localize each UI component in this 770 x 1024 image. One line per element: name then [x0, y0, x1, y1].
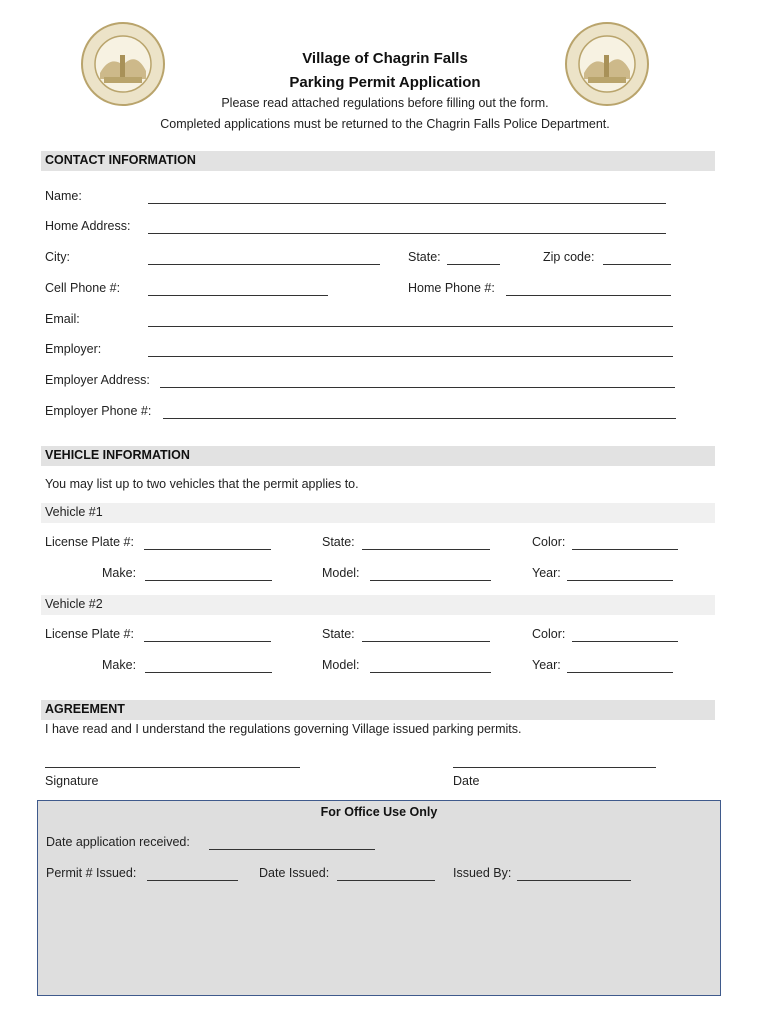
v2-state-field[interactable] [362, 641, 490, 642]
office-heading: For Office Use Only [320, 805, 438, 819]
v2-color-label: Color: [532, 627, 566, 641]
office-use-box [37, 800, 721, 996]
date-received-label: Date application received: [46, 835, 190, 849]
employer-address-label: Employer Address: [45, 373, 150, 387]
v1-state-field[interactable] [362, 549, 490, 550]
agreement-heading: AGREEMENT [45, 702, 125, 716]
v2-make-label: Make: [102, 658, 137, 672]
employer-address-field[interactable] [160, 387, 675, 388]
email-label: Email: [45, 312, 80, 326]
v1-model-field[interactable] [370, 580, 491, 581]
signature-label: Signature [45, 774, 99, 788]
v1-color-field[interactable] [572, 549, 678, 550]
home-phone-label: Home Phone #: [408, 281, 495, 295]
employer-phone-field[interactable] [163, 418, 676, 419]
date-field[interactable] [453, 767, 656, 768]
v1-make-field[interactable] [145, 580, 272, 581]
v2-make-field[interactable] [145, 672, 272, 673]
agreement-section-band [41, 700, 715, 720]
home-address-field[interactable] [148, 233, 666, 234]
v1-year-field[interactable] [567, 580, 673, 581]
city-field[interactable] [148, 264, 380, 265]
v2-color-field[interactable] [572, 641, 678, 642]
v2-model-label: Model: [322, 658, 360, 672]
vehicle2-label: Vehicle #2 [45, 597, 103, 611]
vehicle2-band [41, 595, 715, 615]
agreement-text: I have read and I understand the regulations governing Village issued parking permits. [45, 722, 522, 736]
issued-by-field[interactable] [517, 880, 631, 881]
date-issued-label: Date Issued: [259, 866, 330, 880]
name-label: Name: [45, 189, 82, 203]
permit-issued-field[interactable] [147, 880, 238, 881]
return-note: Completed applications must be returned to the Chagrin Falls Police Department. [160, 117, 610, 131]
zip-label: Zip code: [543, 250, 595, 264]
date-label: Date [453, 774, 480, 788]
employer-field[interactable] [148, 356, 673, 357]
v2-license-plate-label: License Plate #: [45, 627, 134, 641]
contact-heading: CONTACT INFORMATION [45, 153, 196, 167]
home-address-label: Home Address: [45, 219, 131, 233]
zip-field[interactable] [603, 264, 671, 265]
v2-state-label: State: [322, 627, 355, 641]
state-label: State: [408, 250, 441, 264]
v1-make-label: Make: [102, 566, 137, 580]
cell-phone-field[interactable] [148, 295, 328, 296]
v2-year-field[interactable] [567, 672, 673, 673]
employer-label: Employer: [45, 342, 102, 356]
v1-color-label: Color: [532, 535, 566, 549]
v1-model-label: Model: [322, 566, 360, 580]
v1-year-label: Year: [532, 566, 561, 580]
cell-phone-label: Cell Phone #: [45, 281, 121, 295]
vehicle1-label: Vehicle #1 [45, 505, 103, 519]
v1-license-plate-label: License Plate #: [45, 535, 134, 549]
email-field[interactable] [148, 326, 673, 327]
form-title: Village of Chagrin Falls [302, 50, 468, 67]
v2-license-plate-field[interactable] [144, 641, 271, 642]
home-phone-field[interactable] [506, 295, 671, 296]
vehicle-heading: VEHICLE INFORMATION [45, 448, 190, 462]
vehicle1-band [41, 503, 715, 523]
issued-by-label: Issued By: [453, 866, 512, 880]
signature-field[interactable] [45, 767, 300, 768]
vehicle-intro: You may list up to two vehicles that the permit applies to. [45, 477, 359, 491]
v2-year-label: Year: [532, 658, 561, 672]
employer-phone-label: Employer Phone #: [45, 404, 152, 418]
instruction-note: Please read attached regulations before filling out the form. [221, 96, 549, 110]
v1-license-plate-field[interactable] [144, 549, 271, 550]
v2-model-field[interactable] [370, 672, 491, 673]
state-field[interactable] [447, 264, 500, 265]
name-field[interactable] [148, 203, 666, 204]
form-subtitle: Parking Permit Application [289, 74, 481, 91]
date-issued-field[interactable] [337, 880, 435, 881]
v1-state-label: State: [322, 535, 355, 549]
city-label: City: [45, 250, 70, 264]
date-received-field[interactable] [209, 849, 375, 850]
permit-issued-label: Permit # Issued: [46, 866, 137, 880]
